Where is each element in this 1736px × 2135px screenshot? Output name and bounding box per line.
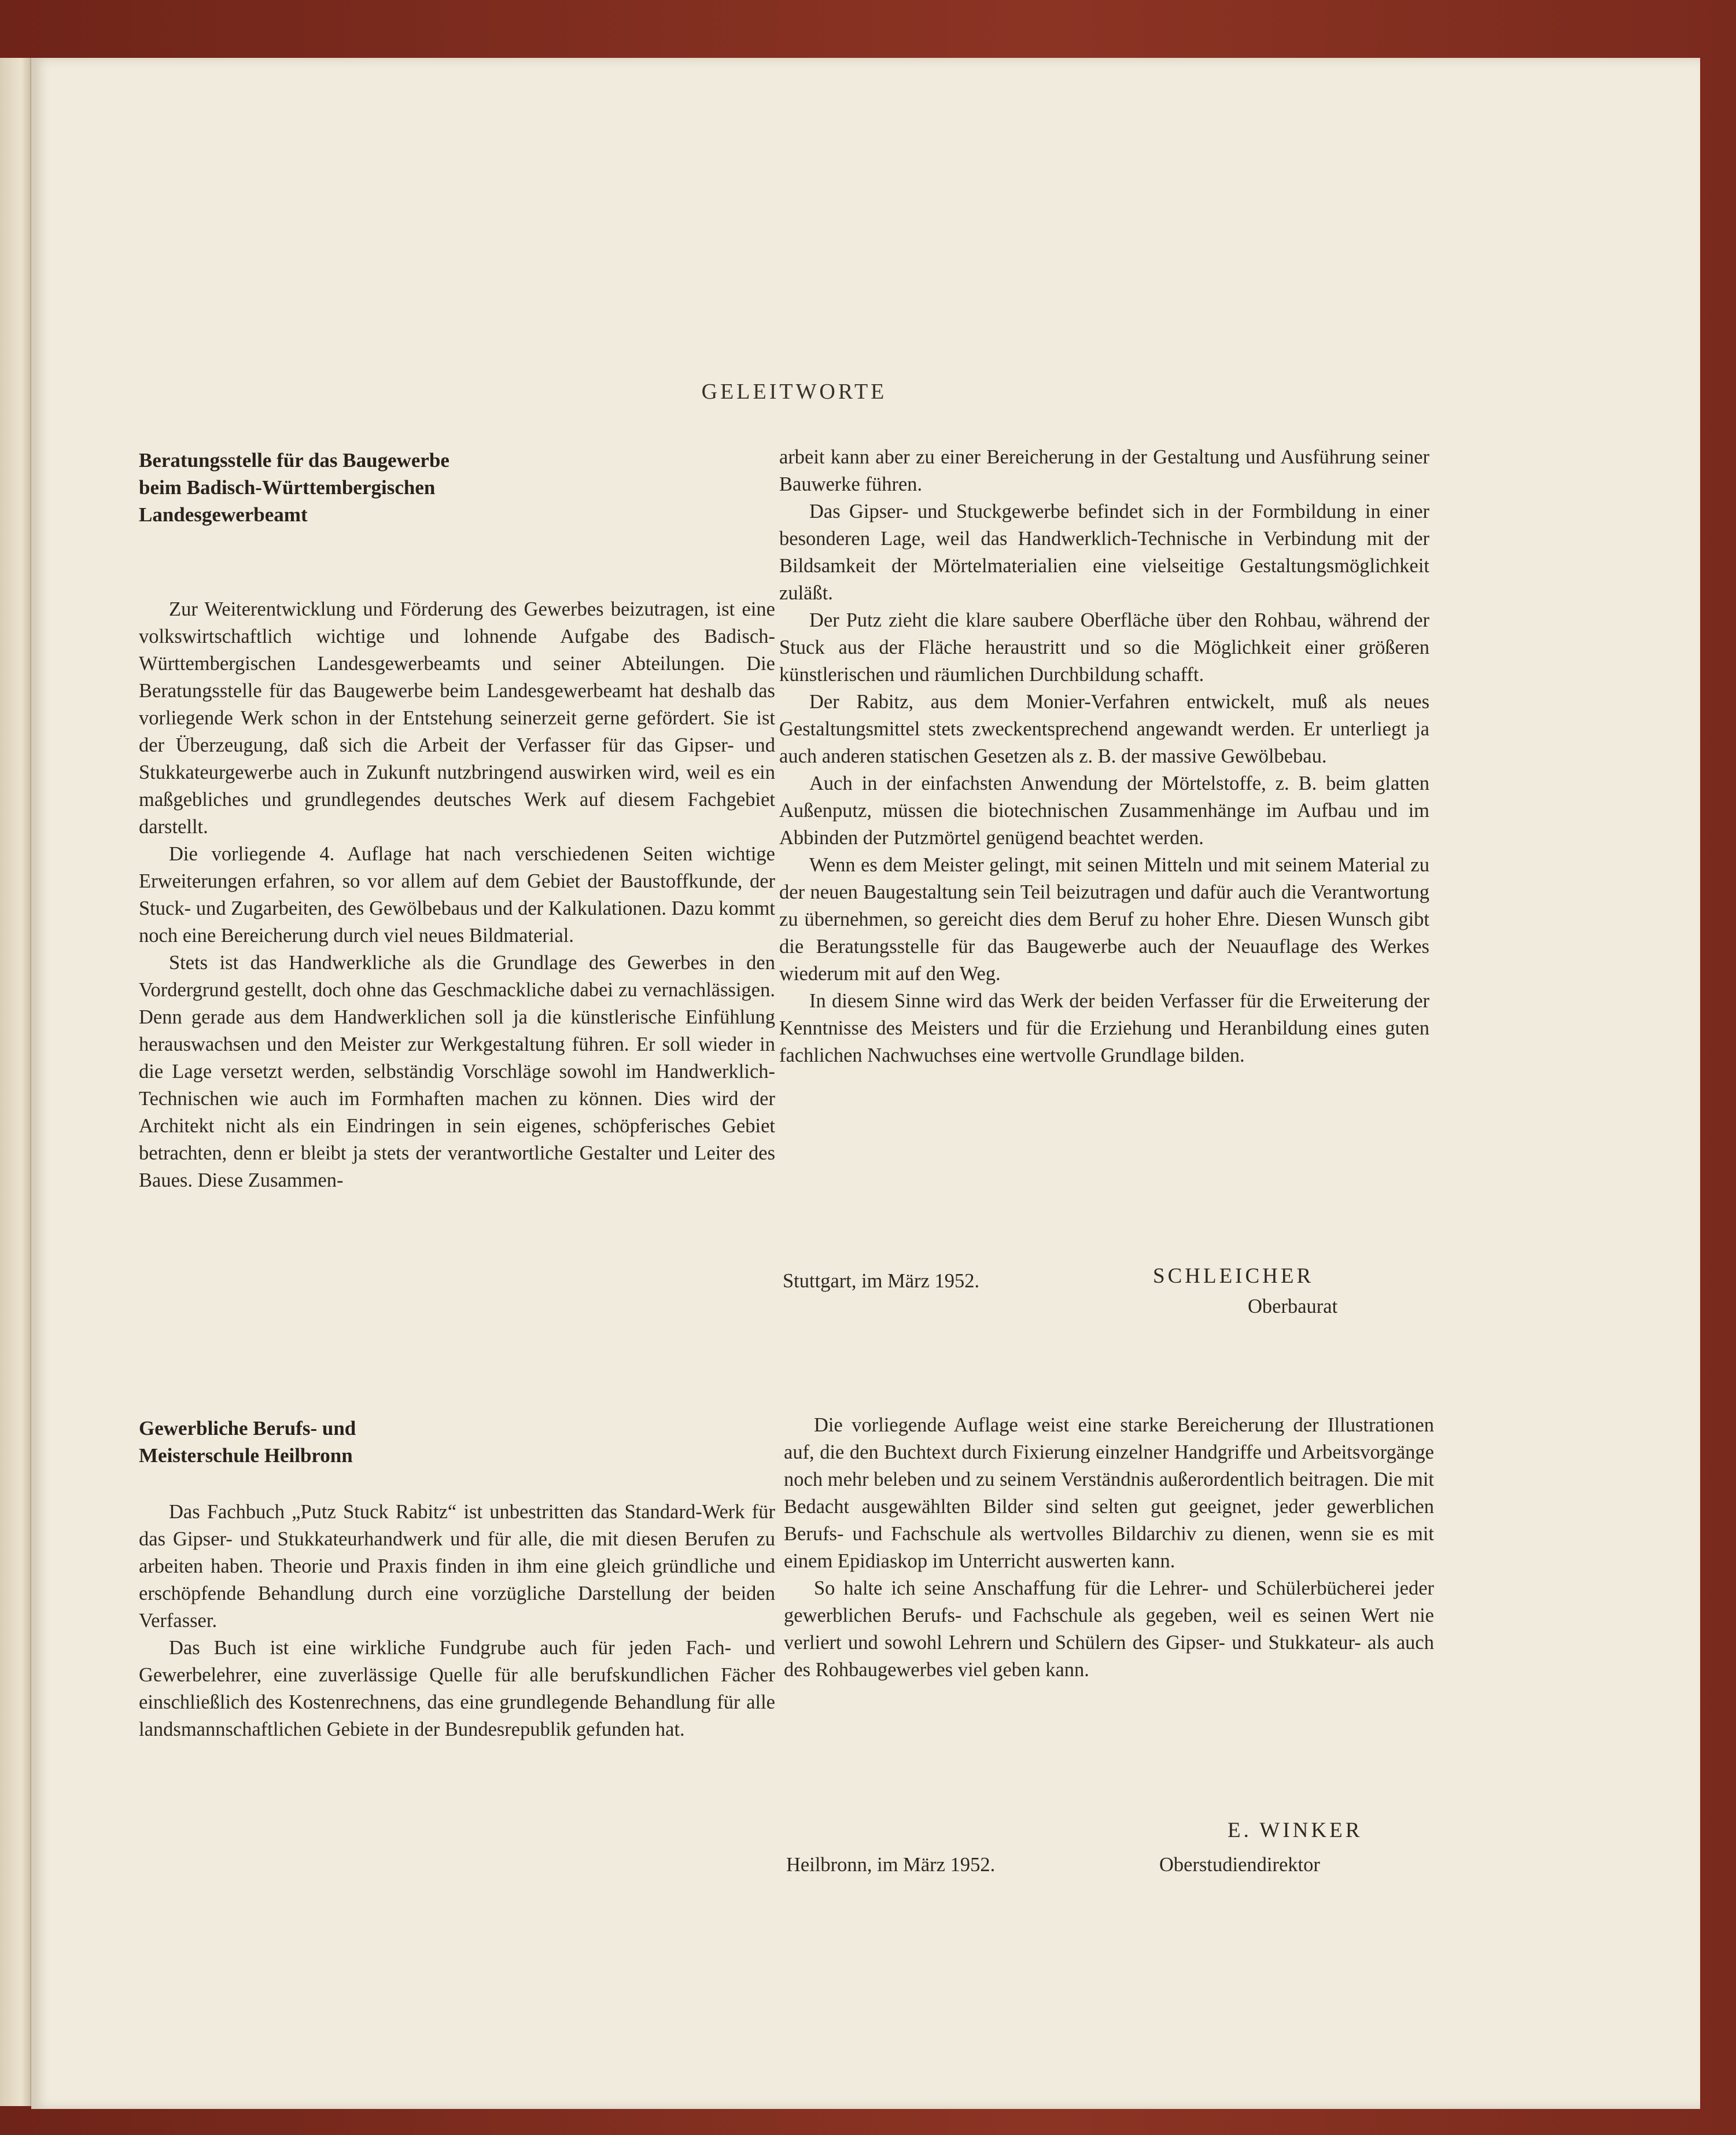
section2-place-date: Heilbronn, im März 1952. <box>786 1854 996 1876</box>
section1-left-column <box>139 596 775 1194</box>
section2-heading-line: Gewerbliche Berufs- und <box>139 1417 356 1440</box>
section1-heading <box>139 447 532 528</box>
section1-heading-line: Beratungsstelle für das Baugewerbe <box>139 449 449 472</box>
paragraph: Das Gipser- und Stuckgewerbe befindet sich in der Formbildung in einer besonderen Lage, weil das Handwerklich-Technische in Verbindung mit der Bildsamkeit der Mörtelmaterialien eine vielseitige Gestaltungsmöglichkeit zuläßt. <box>779 500 1429 604</box>
left-page-edge <box>0 58 31 2106</box>
section1-signature-title: Oberbaurat <box>1248 1295 1338 1317</box>
section2-heading-line: Meisterschule Heilbronn <box>139 1444 353 1467</box>
section1-signature-name: SCHLEICHER <box>1153 1264 1314 1288</box>
paragraph: Der Rabitz, aus dem Monier-Verfahren entwickelt, muß als neues Gestaltungsmittel stets zweckentsprechend angewandt werden. Er unterliegt ja auch anderen statischen Gesetzen als z. B. der massive Gewölbebau. <box>779 691 1429 767</box>
section1-heading-line: Landesgewerbeamt <box>139 503 308 526</box>
section2-heading <box>139 1415 544 1469</box>
paragraph: In diesem Sinne wird das Werk der beiden Verfasser für die Erweiterung der Kenntnisse des Meisters und für die Erziehung und Heranbildung eines guten fachlichen Nachwuchses eine wertvolle Grundlage bilden. <box>779 990 1429 1066</box>
paragraph: Stets ist das Handwerkliche als die Grundlage des Gewerbes in den Vordergrund gestellt, doch ohne das Geschmackliche dabei zu vernachlässigen. Denn gerade aus dem Handwerklichen soll ja die künstlerische Einfühlung herauswachsen und den Meister zur Werkgestaltung führen. Er soll wieder in die Lage versetzt werden, selbständig Vorschläge sowohl im Handwerklich-Technischen wie auch im Formhaften machen zu können. Dies wird der Architekt nicht als ein Eindringen in sein eigenes, schöpferisches Gebiet betrachten, denn er bleibt ja stets der verantwortliche Gestalter und Leiter des Baues. Diese Zusammen- <box>139 952 775 1191</box>
paragraph: Die vorliegende 4. Auflage hat nach verschiedenen Seiten wichtige Erweiterungen erfahren, so vor allem auf dem Gebiet der Baustoffkunde, der Stuck- und Zugarbeiten, des Gewölbebaus und der Kalkulationen. Dazu kommt noch eine Bereicherung durch viel neues Bildmaterial. <box>139 843 775 947</box>
section1-place-date: Stuttgart, im März 1952. <box>783 1270 980 1292</box>
paragraph: Der Putz zieht die klare saubere Oberfläche über den Rohbau, während der Stuck aus der Fläche heraustritt und so die Möglichkeit einer größeren künstlerischen und räumlichen Durchbildung schafft. <box>779 609 1429 686</box>
section2-left-column <box>139 1499 775 1743</box>
section1-heading-line: beim Badisch-Württembergischen <box>139 476 436 499</box>
paragraph: arbeit kann aber zu einer Bereicherung in der Gestaltung und Ausführung seiner Bauwerke führen. <box>779 446 1429 495</box>
paragraph: Die vorliegende Auflage weist eine starke Bereicherung der Illustrationen auf, die den Buchtext durch Fixierung einzelner Handgriffe und Arbeitsvorgänge noch mehr beleben und zu seinem Verständnis außerordentlich beitragen. Die mit Bedacht ausgewählten Bilder sind selten gut geeignet, jeder gewerblichen Berufs- und Fachschule als wertvolles Bildarchiv zu dienen, wenn sie es mit einem Epidiaskop im Unterricht auswerten kann. <box>784 1414 1434 1572</box>
section2-right-column <box>784 1412 1434 1684</box>
paragraph: Das Buch ist eine wirkliche Fundgrube auch für jeden Fach- und Gewerbelehrer, eine zuverlässige Quelle für alle berufskundlichen Fächer einschließlich des Kostenrechnens, das eine grundlegende Behandlung für alle landsmannschaftlichen Gebiete in der Bundesrepublik gefunden hat. <box>139 1637 775 1740</box>
paragraph: Das Fachbuch „Putz Stuck Rabitz“ ist unbestritten das Standard-Werk für das Gipser- und Stukkateurhandwerk und für alle, die mit diesen Berufen zu arbeiten haben. Theorie und Praxis finden in ihm eine gleich gründliche und erschöpfende Behandlung durch eine vorzügliche Darstellung der beiden Verfasser. <box>139 1501 775 1632</box>
paragraph: Zur Weiterentwicklung und Förderung des Gewerbes beizutragen, ist eine volkswirtschaftlich wichtige und lohnende Aufgabe des Badisch-Württembergischen Landesgewerbeamts und seiner Abteilungen. Die Beratungsstelle für das Baugewerbe beim Landesgewerbeamt hat deshalb das vorliegende Werk schon in der Entstehung seinerzeit gerne gefördert. Sie ist der Überzeugung, daß sich die Arbeit der Verfasser für das Gipser- und Stukkateurgewerbe auch in Zukunft nutzbringend auswirken wird, weil es ein maßgebliches und grundlegendes deutsches Werk auf diesem Fachgebiet darstellt. <box>139 598 775 838</box>
page-heading: GELEITWORTE <box>701 380 887 404</box>
paragraph: Wenn es dem Meister gelingt, mit seinen Mitteln und mit seinem Material zu der neuen Baugestaltung sein Teil beizutragen und dafür auch die Verantwortung zu übernehmen, so gereicht dies dem Beruf zu hoher Ehre. Diesen Wunsch gibt die Beratungsstelle für das Baugewerbe auch der Neuauflage des Werkes wiederum mit auf den Weg. <box>779 854 1429 985</box>
section1-right-column <box>779 444 1429 1069</box>
section2-signature-title: Oberstudiendirektor <box>1159 1854 1320 1876</box>
paragraph: Auch in der einfachsten Anwendung der Mörtelstoffe, z. B. beim glatten Außenputz, müssen die biotechnischen Zusammenhänge im Aufbau und im Abbinden der Putzmörtel genügend beachtet werden. <box>779 772 1429 849</box>
section2-signature-name: E. WINKER <box>1228 1819 1363 1842</box>
book-page <box>31 58 1700 2109</box>
paragraph: So halte ich seine Anschaffung für die Lehrer- und Schülerbücherei jeder gewerblichen Berufs- und Fachschule als gegeben, weil es seinen Wert nie verliert und sowohl Lehrern und Schülern des Gipser- und Stukkateur- als auch des Rohbaugewerbes viel geben kann. <box>784 1577 1434 1681</box>
